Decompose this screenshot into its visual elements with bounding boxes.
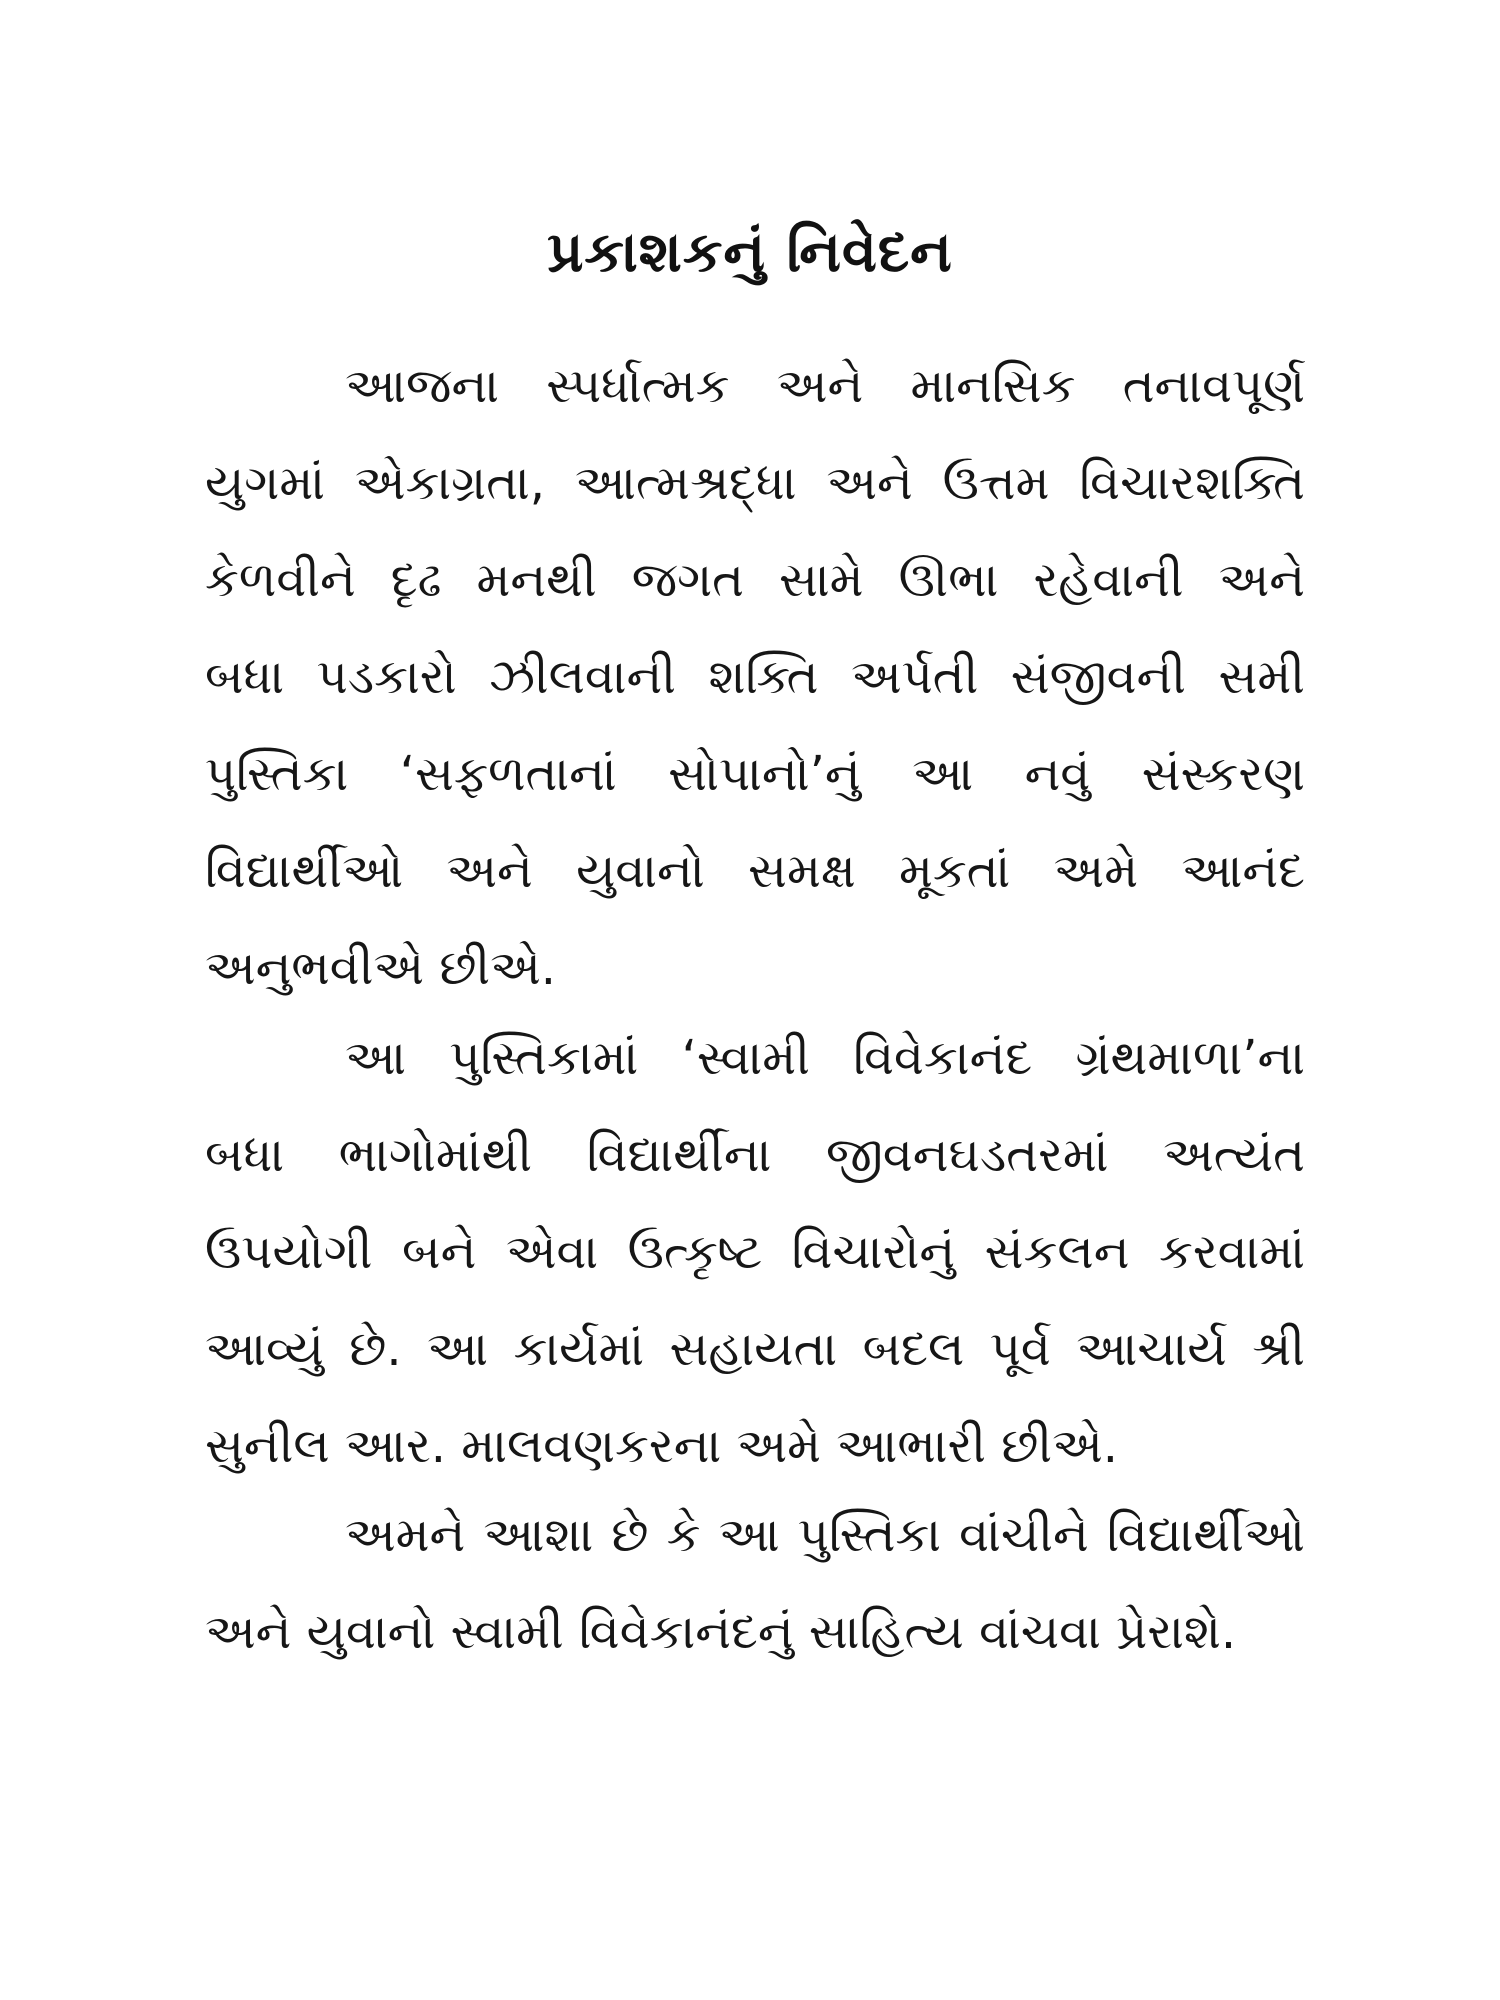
paragraph-1 — [205, 338, 1305, 1017]
paragraph-line: આવ્યું છે. આ કાર્યમાં સહાયતા બદલ પૂર્વ આચાર્ય શ્રી — [205, 1321, 1305, 1377]
paragraph-line: આ પુસ્તિકામાં ‘સ્વામી વિવેકાનંદ ગ્રંથમાળા’ના — [345, 1030, 1305, 1086]
paragraph-line: બધા પડકારો ઝીલવાની શક્તિ અર્પતી સંજીવની સમી — [205, 649, 1305, 705]
paragraph-line: યુગમાં એકાગ્રતા, આત્મશ્રદ્ધા અને ઉત્તમ વિચારશક્તિ — [205, 455, 1305, 511]
paragraph-line: કેળવીને દૃઢ મનથી જગત સામે ઊભા રહેવાની અને — [205, 552, 1305, 608]
paragraph-line: બધા ભાગોમાંથી વિદ્યાર્થીના જીવનઘડતરમાં અત્યંત — [205, 1127, 1305, 1183]
paragraph-line: પુસ્તિકા ‘સફળતાનાં સોપાનો’નું આ નવું સંસ્કરણ — [205, 746, 1305, 802]
paragraph-line: સુનીલ આર. માલવણકરના અમે આભારી છીએ. — [205, 1418, 1119, 1474]
paragraph-line: આજના સ્પર્ધાત્મક અને માનસિક તનાવપૂર્ણ — [345, 358, 1305, 414]
paragraph-line: અમને આશા છે કે આ પુસ્તિકા વાંચીને વિદ્યાર્થીઓ — [345, 1507, 1305, 1563]
paragraph-2 — [205, 1010, 1305, 1495]
paragraph-3 — [205, 1487, 1305, 1681]
paragraph-line: ઉપયોગી બને એવા ઉત્કૃષ્ટ વિચારોનું સંકલન કરવામાં — [205, 1224, 1305, 1280]
paragraph-line: અનુભવીએ છીએ. — [205, 940, 557, 996]
paragraph-line: વિદ્યાર્થીઓ અને યુવાનો સમક્ષ મૂકતાં અમે આનંદ — [205, 843, 1305, 899]
paragraph-line: અને યુવાનો સ્વામી વિવેકાનંદનું સાહિત્ય વાંચવા પ્રેરાશે. — [205, 1604, 1237, 1660]
page-title: પ્રકાશકનું નિવેદન — [547, 220, 953, 285]
